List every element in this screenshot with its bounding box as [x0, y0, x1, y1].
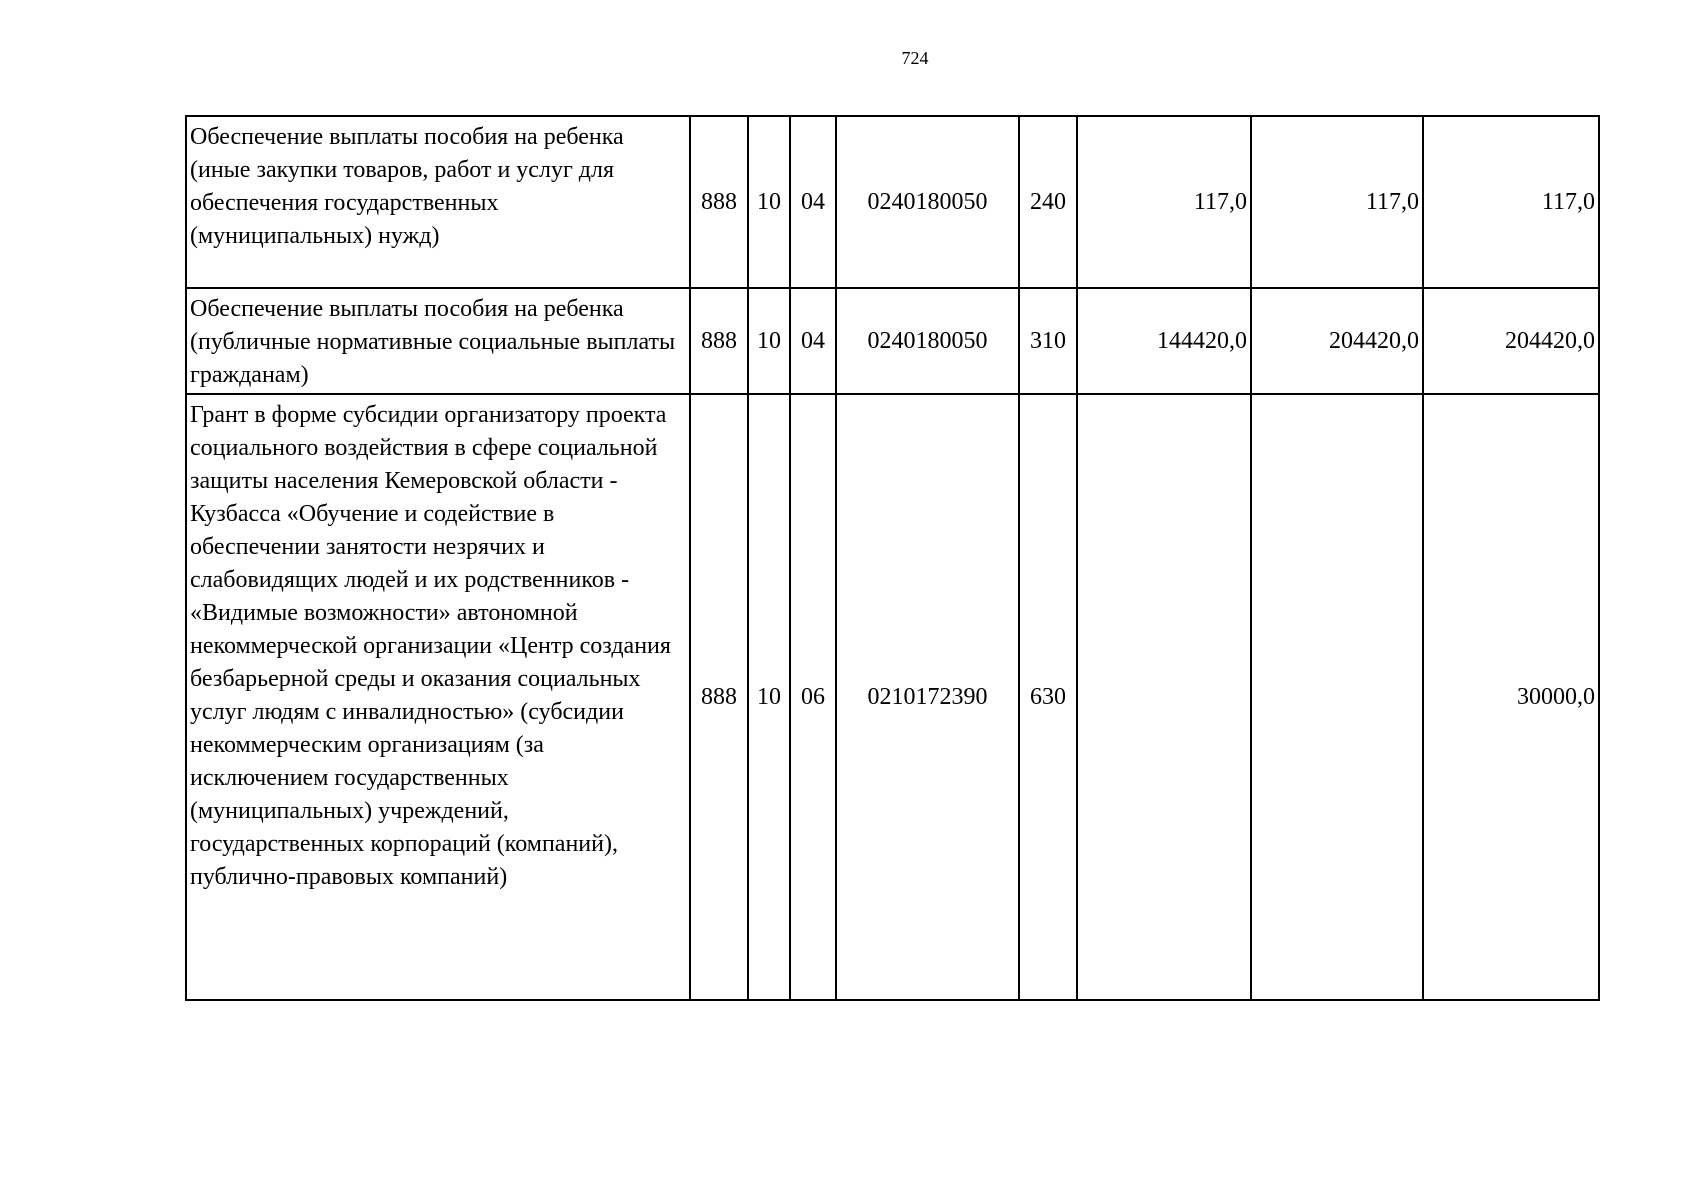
budget-table [185, 115, 1600, 1001]
expense-type-code: 630 [1019, 394, 1077, 1000]
expense-type-code: 310 [1019, 288, 1077, 394]
target-article-code: 0240180050 [836, 288, 1019, 394]
ministry-code: 888 [690, 116, 748, 288]
page-number: 724 [901, 48, 929, 68]
table-row [186, 288, 1599, 394]
table-row [186, 116, 1599, 288]
amount-year-1: 117,0 [1077, 116, 1251, 288]
ministry-code: 888 [690, 394, 748, 1000]
subsection-code: 06 [790, 394, 836, 1000]
target-article-code: 0210172390 [836, 394, 1019, 1000]
subsection-code: 04 [790, 116, 836, 288]
amount-year-3: 30000,0 [1423, 394, 1599, 1000]
amount-year-1: 144420,0 [1077, 288, 1251, 394]
row-description: Грант в форме субсидии организатору проекта социального воздействия в сфере социальной защиты населения Кемеровской области - Кузбасса «Обучение и содействие в обеспечении занятости незрячих и слабовидящих людей и их родственников - «Видимые возможности» автономной некоммерческой организации «Центр создания безбарьерной среды и оказания социальных услуг людям с инвалидностью» (субсидии некоммерческим организациям (за исключением государственных (муниципальных) учреждений, государственных корпораций (компаний), публично-правовых компаний) [186, 394, 690, 1000]
amount-year-3: 204420,0 [1423, 288, 1599, 394]
expense-type-code: 240 [1019, 116, 1077, 288]
table-row [186, 394, 1599, 1000]
amount-year-2: 204420,0 [1251, 288, 1423, 394]
ministry-code: 888 [690, 288, 748, 394]
target-article-code: 0240180050 [836, 116, 1019, 288]
amount-year-2: 117,0 [1251, 116, 1423, 288]
amount-year-3: 117,0 [1423, 116, 1599, 288]
row-description: Обеспечение выплаты пособия на ребенка (иные закупки товаров, работ и услуг для обеспечения государственных (муниципальных) нужд) [186, 116, 690, 288]
row-description: Обеспечение выплаты пособия на ребенка (публичные нормативные социальные выплаты гражданам) [186, 288, 690, 394]
subsection-code: 04 [790, 288, 836, 394]
section-code: 10 [748, 116, 790, 288]
amount-year-1 [1077, 394, 1251, 1000]
section-code: 10 [748, 394, 790, 1000]
section-code: 10 [748, 288, 790, 394]
amount-year-2 [1251, 394, 1423, 1000]
